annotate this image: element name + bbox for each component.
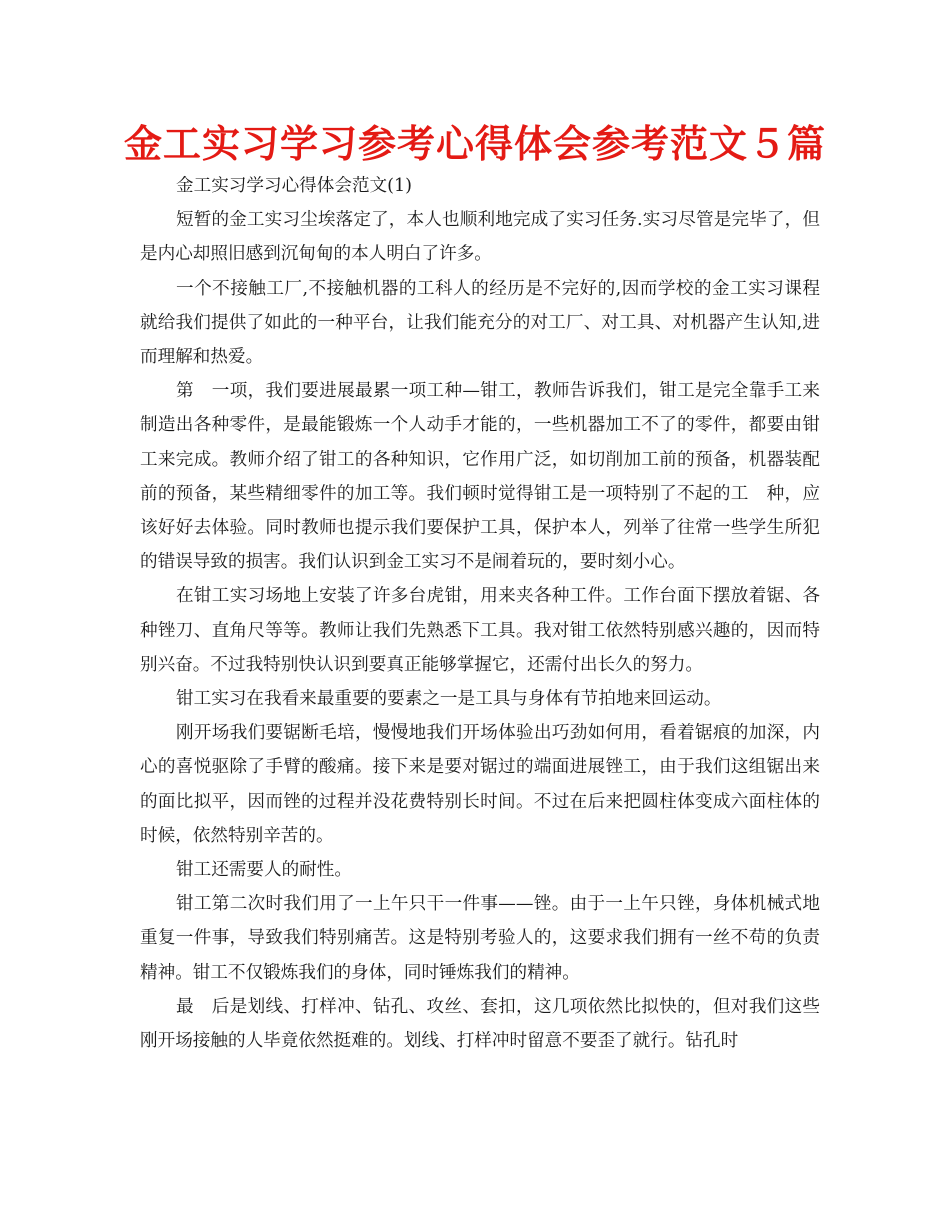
document-body [140,169,838,1058]
paragraph: 钳工实习在我看来最重要的要素之一是工具与身体有节拍地来回运动。 [176,689,722,710]
paragraph: 刚开场我们要锯断毛培，慢慢地我们开场体验出巧劲如何用，看着锯痕的加深，内心的喜悦驱除了手臂的酸痛。接下来是要对锯过的端面进展锉工，由于我们这组锯出来的面比拟平，因而锉的过程并没花费特别长时间。不过在后来把圆柱体变成六面柱体的时候，依然特别辛苦的。 [140,723,820,846]
paragraph: 短暂的金工实习尘埃落定了，本人也顺利地完成了实习任务.实习尽管是完毕了，但是内心却照旧感到沉甸甸的本人明白了许多。 [140,210,820,265]
paragraph: 钳工第二次时我们用了一上午只干一件事——锉。由于一上午只锉，身体机械式地重复一件事，导致我们特别痛苦。这是特别考验人的，这要求我们拥有一丝不苟的负责精神。钳工不仅锻炼我们的身体，同时锤炼我们的精神。 [140,894,820,983]
paragraph: 一个不接触工厂,不接触机器的工科人的经历是不完好的,因而学校的金工实习课程就给我们提供了如此的一种平台，让我们能充分的对工厂、对工具、对机器产生认知,进而理解和热爱。 [140,278,820,368]
paragraph: 在钳工实习场地上安装了许多台虎钳，用来夹各种工件。工作台面下摆放着锯、各种锉刀、直角尺等等。教师让我们先熟悉下工具。我对钳工依然特别感兴趣的，因而特别兴奋。不过我特别快认识到要真正能够掌握它，还需付出长久的努力。 [140,586,820,675]
document-title: 金工实习学习参考心得体会参考范文５篇 [123,122,826,166]
paragraph: 钳工还需要人的耐性。 [176,860,352,881]
paragraph: 第 一项，我们要进展最累一项工种—钳工，教师告诉我们，钳工是完全靠手工来制造出各种零件，是最能锻炼一个人动手才能的，一些机器加工不了的零件，都要由钳 工来完成。教师介绍了钳工的各种知识，它作用广泛，如切削加工前的预备，机器装配前的预备，某些精细零件的加工等。我们顿时觉得钳工是一项特别了不起的工 种，应该好好去体验。同时教师也提示我们要保护工具，保护本人，列举了往常一些学生所犯的错误导致的损害。我们认识到金工实习不是闹着玩的，要时刻小心。 [140,381,838,573]
paragraph-section-heading: 金工实习学习心得体会范文(1) [176,176,413,196]
paragraph: 最 后是划线、打样冲、钻孔、攻丝、套扣，这几项依然比拟快的，但对我们这些刚开场接触的人毕竟依然挺难的。划线、打样冲时留意不要歪了就行。钻孔时 [140,996,820,1052]
